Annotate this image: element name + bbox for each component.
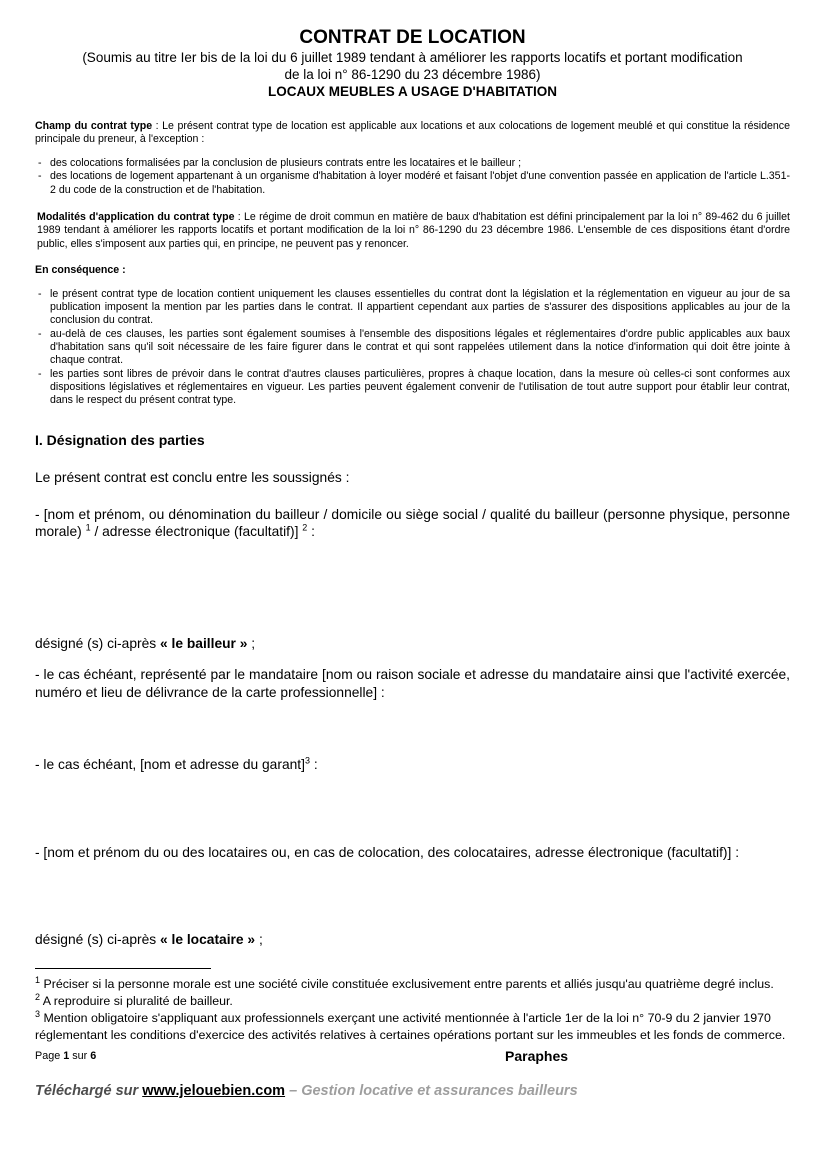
section-1-heading: I. Désignation des parties [35, 431, 205, 448]
modalites-lead: Modalités d'application du contrat type [37, 211, 235, 224]
bailleur-text-3: : [307, 524, 315, 540]
footnote-2-text: A reproduire si pluralité de bailleur. [40, 994, 233, 1009]
footnote-ref-2: 2 [302, 522, 308, 533]
footnote-3-number: 3 [35, 1009, 41, 1020]
consequence-heading: En conséquence : [35, 263, 126, 276]
champ-bullet-1: - des colocations formalisées par la conclusion de plusieurs contrats entre les locataires et le bailleur ; [35, 157, 790, 170]
document-subtitle [35, 49, 790, 83]
garant-text-2: : [309, 756, 318, 772]
champ-lead: Champ du contrat type [35, 120, 153, 132]
section-1-intro: Le présent contrat est conclu entre les soussignés : [35, 470, 350, 486]
modalites-text: : Le régime de droit commun en matière de baux d'habitation est défini principalement par la loi n° 89-462 du 6 juillet 1989 tendant à améliorer les rapports locatifs et portant modification de la loi n° 86-1290 du 23 décembre 1986. L'ensemble de ces dispositions étant d'ordre public, elles s'imposent aux parties qui, en principe, ne peuvent pas y renoncer. [37, 211, 790, 250]
garant-text-1: - le cas échéant, [nom et adresse du garant] [35, 756, 305, 772]
bailleur-designation-suffix: ; [247, 635, 256, 651]
bailleur-paragraph [35, 506, 790, 541]
consequence-bullet-list [35, 288, 790, 408]
bailleur-designation-term: « le bailleur » [160, 635, 248, 651]
mandataire-paragraph: - le cas échéant, représenté par le mandataire [nom ou raison sociale et adresse du mandataire ainsi que l'activité exercée, numéro et lieu de délivrance de la carte professionnelle] : [35, 667, 790, 700]
locataire-designation-prefix: désigné (s) ci-après [35, 931, 160, 947]
bailleur-designation-prefix: désigné (s) ci-après [35, 635, 160, 651]
locataire-designation-suffix: ; [255, 931, 263, 947]
footnote-ref-3: 3 [304, 755, 310, 765]
document-subject: LOCAUX MEUBLES A USAGE D'HABITATION [268, 84, 557, 99]
champ-paragraph [35, 120, 790, 147]
subtitle-line-2: de la loi n° 86-1290 du 23 décembre 1986) [284, 67, 541, 82]
consequence-bullet-3: - les parties sont libres de prévoir dans le contrat d'autres clauses particulières, propres à chaque location, dans la mesure où celles-ci sont conformes aux dispositions législatives et réglementaires en vigueur. Les parties peuvent également convenir de l'utilisation de tout autre support pour établir leur contrat, dans le respect du présent contrat type. [35, 368, 790, 408]
footnote-3-text: Mention obligatoire s'appliquant aux professionnels exerçant une activité mentionnée à l'article 1er de la loi n° 70-9 du 2 janvier 1970 réglementant les conditions d'exercice des activités relatives à certaines opérations portant sur les immeubles et les fonds de commerce. [35, 1011, 786, 1043]
paraphes-label: Paraphes [505, 1048, 569, 1065]
footnote-1-text: Préciser si la personne morale est une société civile constituée exclusivement entre parents et alliés jusqu'au quatrième degré inclus. [40, 977, 774, 992]
page-footer-row [35, 1048, 790, 1065]
page-number: 1 [63, 1050, 70, 1063]
consequence-bullet-2: - au-delà de ces clauses, les parties sont également soumises à l'ensemble des dispositions légales et réglementaires d'ordre public applicables aux baux d'habitation sans qu'il soit nécessaire de les faire figurer dans le contrat et qui sont rappelées utilement dans la notice d'information qui doit être jointe à chaque contrat. [35, 328, 790, 368]
footnote-1 [35, 976, 790, 993]
site-footer-tagline: – Gestion locative et assurances bailleurs [285, 1083, 578, 1100]
footnote-separator [35, 968, 211, 969]
site-footer-link[interactable]: www.jelouebien.com [142, 1083, 286, 1100]
garant-paragraph [35, 756, 790, 774]
modalites-paragraph [35, 211, 790, 251]
bailleur-text-1: - [nom et prénom, ou dénomination du bailleur / domicile ou siège social / qualité du bailleur (personne physique, personne morale) [35, 506, 790, 540]
footnote-2-number: 2 [35, 992, 41, 1003]
footnote-ref-1: 1 [85, 522, 91, 533]
champ-bullet-2: - des locations de logement appartenant à un organisme d'habitation à loyer modéré et faisant l'objet d'une convention passée en application de l'article L.351-2 du code de la construction et de l'habitation. [35, 170, 790, 197]
site-footer [35, 1083, 790, 1099]
bailleur-text-2: / adresse électronique (facultatif)] [90, 524, 303, 540]
site-footer-prefix: Téléchargé sur [35, 1083, 143, 1100]
footnote-3 [35, 1010, 790, 1044]
locataire-designation [35, 931, 790, 949]
page-total: 6 [90, 1050, 97, 1063]
locataire-designation-term: « le locataire » [160, 931, 256, 947]
bailleur-designation [35, 635, 790, 653]
footnote-1-number: 1 [35, 975, 41, 986]
champ-bullet-list [35, 157, 790, 197]
locataire-paragraph: - [nom et prénom du ou des locataires ou, en cas de colocation, des colocataires, adresse électronique (facultatif)] : [35, 845, 740, 861]
sur-word: sur [69, 1050, 91, 1063]
page-word: Page [35, 1050, 64, 1063]
footnote-2 [35, 993, 790, 1010]
subtitle-line-1: (Soumis au titre Ier bis de la loi du 6 juillet 1989 tendant à améliorer les rapports locatifs et portant modification [82, 50, 743, 65]
consequence-bullet-1: - le présent contrat type de location contient uniquement les clauses essentielles du contrat dont la législation et la réglementation en vigueur au jour de sa publication imposent la mention par les parties dans le contrat. Il appartient cependant aux parties de s'assurer des dispositions applicables au jour de la conclusion du contrat. [35, 288, 790, 328]
document-title: CONTRAT DE LOCATION [299, 27, 526, 48]
champ-text: : Le présent contrat type de location est applicable aux locations et aux colocations de logement meublé et qui constitue la résidence principale du preneur, à l'exception : [35, 120, 790, 146]
page-number-label [35, 1050, 96, 1062]
